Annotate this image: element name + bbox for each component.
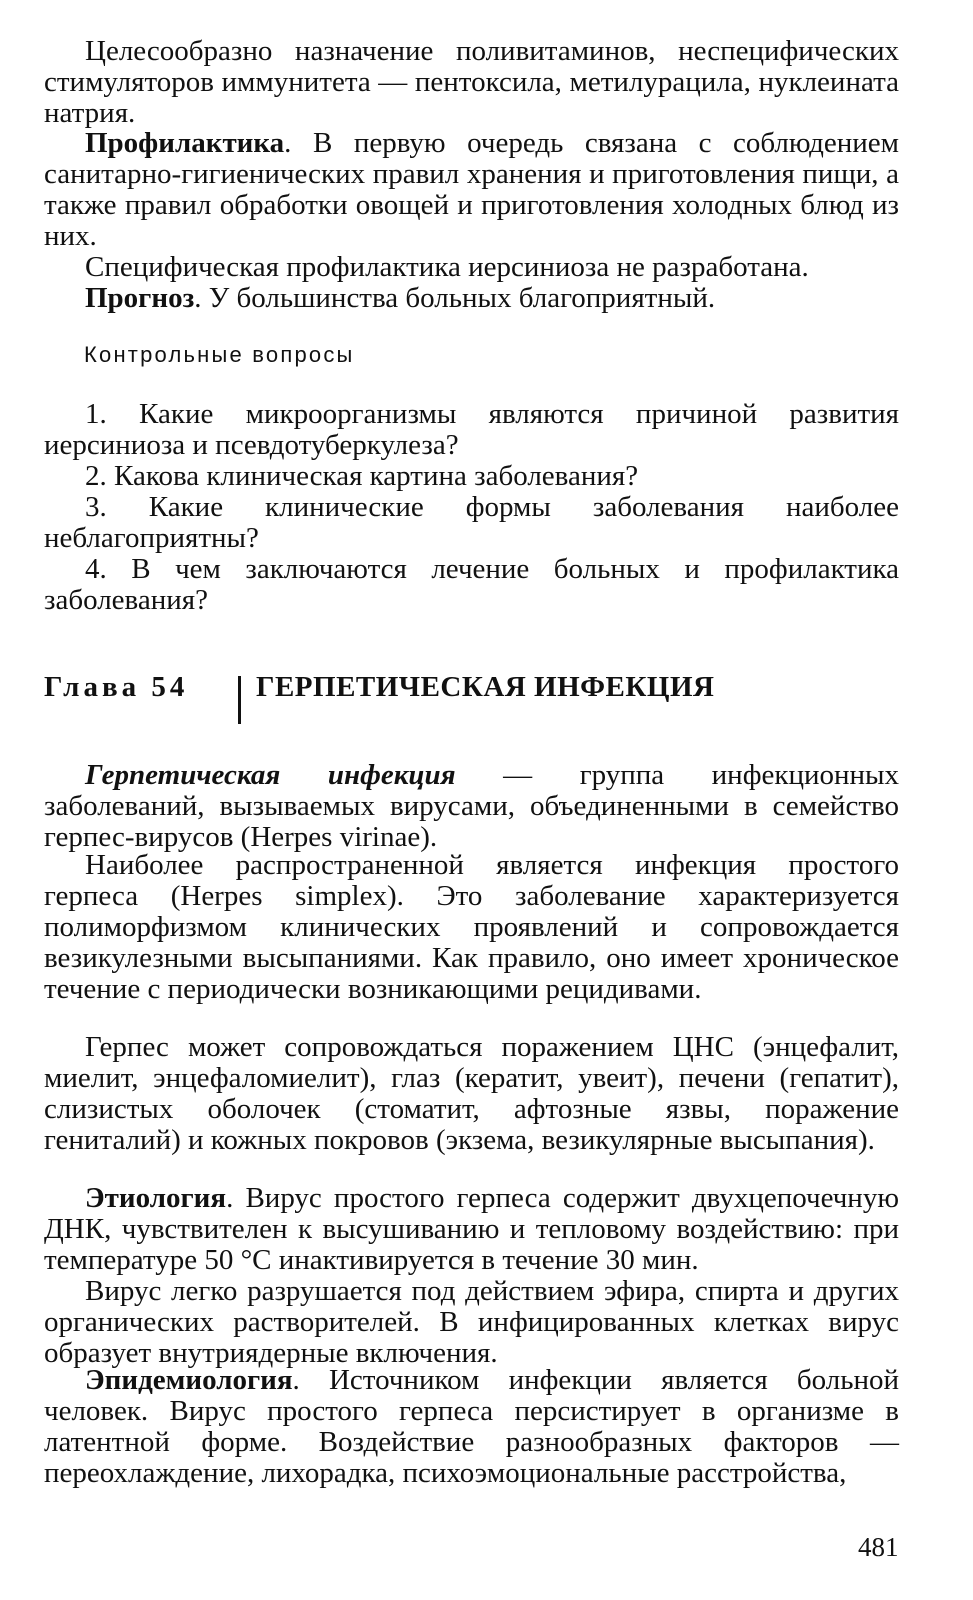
paragraph-epidemiology-text: . Источником инфекции является больной человек. Вирус простого герпеса персистирует в организме в латентной форме. Воздействие разнообразных факторов — переохлаждение, лихорадка, психоэмоциональные расстройства, xyxy=(44,1364,899,1489)
term-prophylaxis: Профилактика xyxy=(85,127,285,159)
paragraph-prognosis-text: . У большинства больных благоприятный. xyxy=(194,282,716,314)
paragraph-prognosis xyxy=(44,283,899,314)
paragraph-etiology xyxy=(44,1183,899,1276)
page-number: 481 xyxy=(858,1532,899,1562)
paragraph-etiology-text: . Вирус простого герпеса содержит двухцепочечную ДНК, чувствителен к высушиванию и тепловому воздействию: при температуре 50 °С инактивируется в течение 30 мин. xyxy=(44,1182,899,1276)
paragraph-epidemiology xyxy=(44,1365,899,1489)
paragraph-definition xyxy=(44,760,899,853)
paragraph-lesions: Герпес может сопровождаться поражением ЦНС (энцефалит, миелит, энцефаломиелит), глаз (кератит, увеит), печени (гепатит), слизистых оболочек (стоматит, афтозные язвы, поражение гениталий) и кожных покровов (экзема, везикулярные высыпания). xyxy=(44,1031,899,1156)
term-herpes-infection: Герпетическая инфекция xyxy=(85,759,456,791)
question-item: 4. В чем заключаются лечение больных и профилактика заболевания? xyxy=(44,553,899,616)
question-item: 3. Какие клинические формы заболевания наиболее неблагоприятны? xyxy=(44,491,899,554)
paragraph-prophylaxis-text: . В первую очередь связана с соблюдением санитарно-гигиенических правил хранения и приготовления пищи, а также правил обработки овощей и приготовления холодных блюд из них. xyxy=(44,127,899,252)
question-item: 1. Какие микроорганизмы являются причиной развития иерсиниоза и псевдотуберкулеза? xyxy=(44,398,899,461)
paragraph-definition-text: — группа инфекционных заболеваний, вызываемых вирусами, объединенными в семейство герпес-вирусов (Herpes virinae). xyxy=(44,759,900,853)
control-questions-title: Контрольные вопросы xyxy=(84,342,355,367)
paragraph-virus-stability: Вирус легко разрушается под действием эфира, спирта и других органических растворителей. В инфицированных клетках вирус образует внутриядерные включения. xyxy=(44,1275,899,1369)
term-epidemiology: Эпидемиология xyxy=(85,1364,293,1396)
chapter-title: ГЕРПЕТИЧЕСКАЯ ИНФЕКЦИЯ xyxy=(256,671,715,703)
term-etiology: Этиология xyxy=(85,1182,227,1214)
question-item: 2. Какова клиническая картина заболевания? xyxy=(85,460,639,492)
paragraph-specific-prophylaxis: Специфическая профилактика иерсиниоза не разработана. xyxy=(85,251,809,283)
chapter-label: Глава 54 xyxy=(44,671,189,703)
paragraph-prophylaxis xyxy=(44,128,899,252)
chapter-divider xyxy=(238,676,241,724)
paragraph-herpes-simplex: Наиболее распространенной является инфекция простого герпеса (Herpes simplex). Это заболевание характеризуется полиморфизмом клинических проявлений и сопровождается везикулезными высыпаниями. Как правило, оно имеет хроническое течение с периодически возникающими рецидивами. xyxy=(44,849,899,1005)
paragraph-immunostimulants: Целесообразно назначение поливитаминов, неспецифических стимуляторов иммунитета — пентоксила, метилурацила, нуклеината натрия. xyxy=(44,35,899,129)
term-prognosis: Прогноз xyxy=(85,282,195,314)
